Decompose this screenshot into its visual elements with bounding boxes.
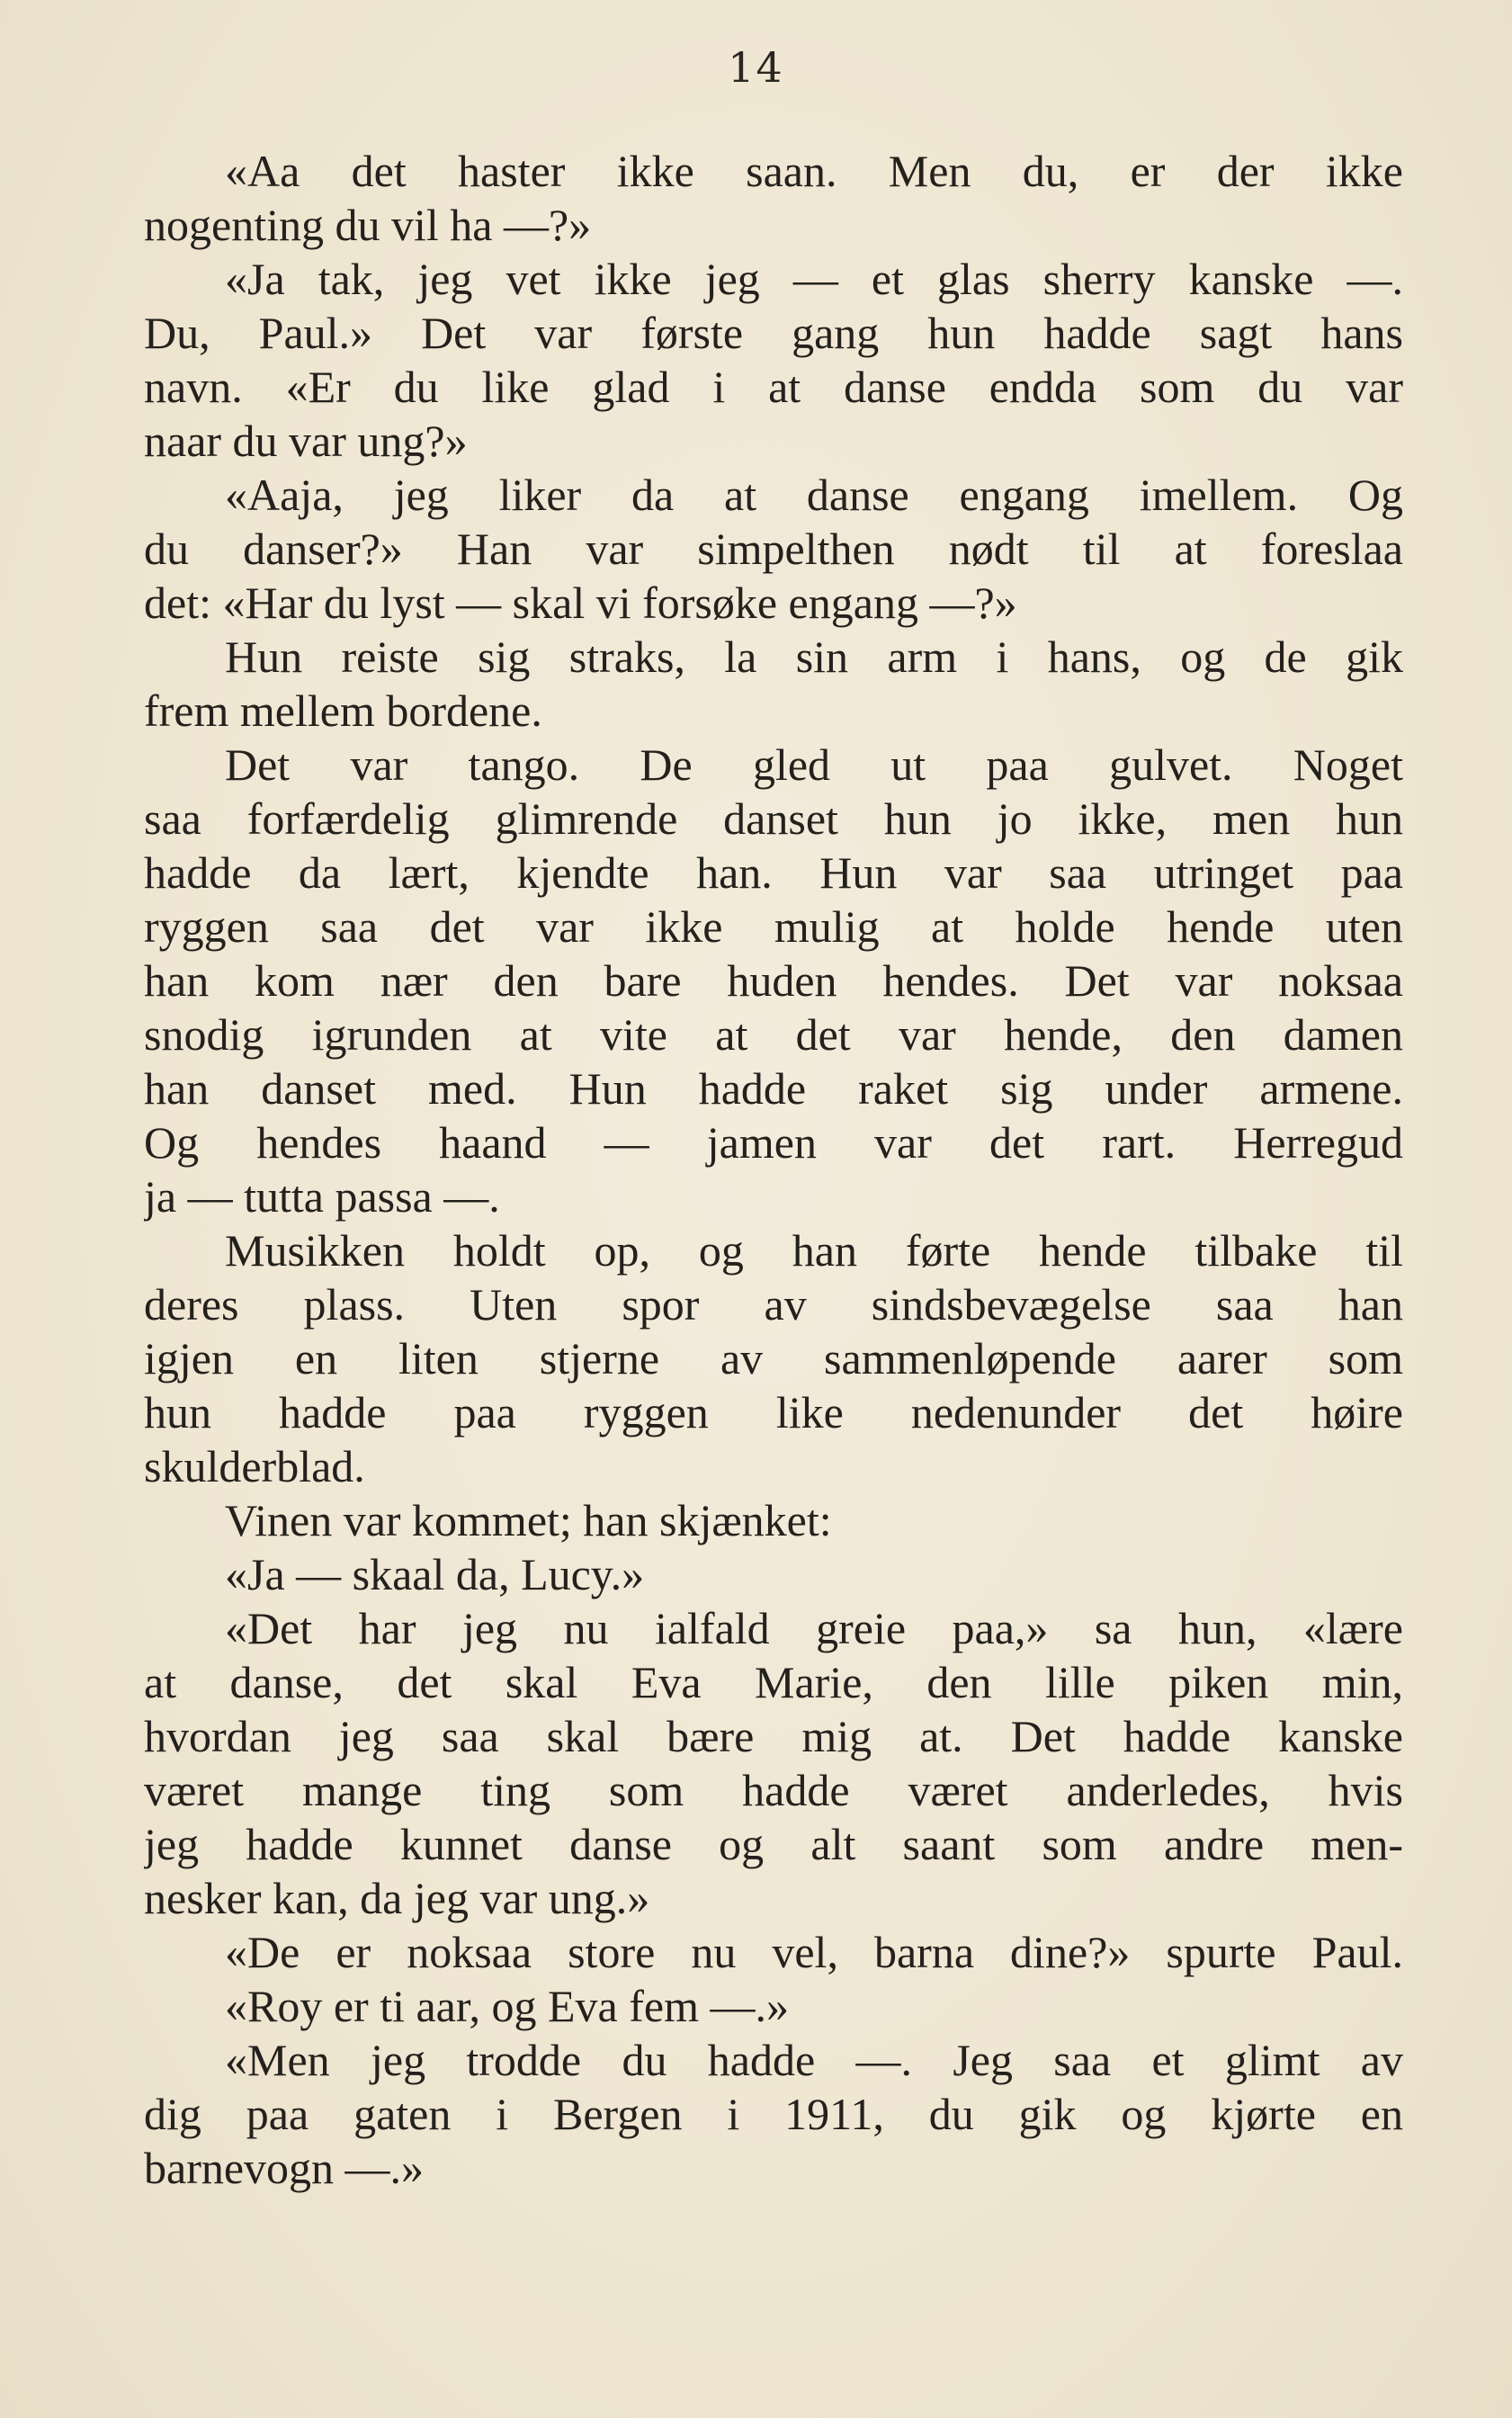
text-line: ja — tutta passa —. xyxy=(144,1171,500,1222)
text-line: Vinen var kommet; han skjænket: xyxy=(225,1495,832,1545)
text-line: navn. «Er du like glad i at danse endda som du var xyxy=(144,362,1403,412)
text-line: du danser?» Han var simpelthen nødt til at foreslaa xyxy=(144,524,1403,574)
text-line: hvordan jeg saa skal bære mig at. Det hadde kanske xyxy=(144,1711,1403,1761)
text-line: barnevogn —.» xyxy=(144,2143,425,2193)
text-line: «De er noksaa store nu vel, barna dine?» spurte Paul. xyxy=(225,1927,1403,1977)
text-line: det: «Har du lyst — skal vi forsøke engang —?» xyxy=(144,578,1017,628)
page-number: 14 xyxy=(728,43,784,92)
text-line: hun hadde paa ryggen like nedenunder det høire xyxy=(144,1387,1403,1437)
text-line: Du, Paul.» Det var første gang hun hadde sagt hans xyxy=(144,308,1403,358)
text-line: saa forfærdelig glimrende danset hun jo ikke, men hun xyxy=(144,793,1403,844)
text-line: Hun reiste sig straks, la sin arm i hans, og de gik xyxy=(225,631,1403,682)
text-line: frem mellem bordene. xyxy=(144,685,542,736)
text-line: «Roy er ti aar, og Eva fem —.» xyxy=(225,1981,789,2031)
text-line: Og hendes haand — jamen var det rart. Herregud xyxy=(144,1117,1403,1168)
text-line: hadde da lært, kjendte han. Hun var saa utringet paa xyxy=(144,847,1403,898)
text-line: naar du var ung?» xyxy=(144,416,468,466)
text-line: nesker kan, da jeg var ung.» xyxy=(144,1873,650,1923)
text-line: «Men jeg trodde du hadde —. Jeg saa et glimt av xyxy=(225,2035,1403,2085)
text-line: han kom nær den bare huden hendes. Det var noksaa xyxy=(144,955,1403,1006)
text-line: «Aa det haster ikke saan. Men du, er der ikke xyxy=(225,146,1403,196)
text-line: jeg hadde kunnet danse og alt saant som andre men- xyxy=(144,1819,1403,1869)
text-line: «Ja tak, jeg vet ikke jeg — et glas sherry kanske —. xyxy=(225,254,1403,304)
text-line: «Det har jeg nu ialfald greie paa,» sa hun, «lære xyxy=(225,1603,1403,1653)
text-line: snodig igrunden at vite at det var hende, den damen xyxy=(144,1009,1403,1060)
text-line: ryggen saa det var ikke mulig at holde hende uten xyxy=(144,901,1403,952)
text-line: «Ja — skaal da, Lucy.» xyxy=(225,1549,645,1599)
text-line: igjen en liten stjerne av sammenløpende aarer som xyxy=(144,1333,1403,1384)
text-line: Musikken holdt op, og han førte hende tilbake til xyxy=(225,1225,1403,1276)
text-line: nogenting du vil ha —?» xyxy=(144,200,592,250)
text-line: deres plass. Uten spor av sindsbevægelse saa han xyxy=(144,1279,1403,1330)
text-line: han danset med. Hun hadde raket sig under armene. xyxy=(144,1063,1403,1114)
text-line: at danse, det skal Eva Marie, den lille piken min, xyxy=(144,1657,1403,1707)
text-line: «Aaja, jeg liker da at danse engang imellem. Og xyxy=(225,470,1403,520)
text-line: dig paa gaten i Bergen i 1911, du gik og kjørte en xyxy=(144,2089,1403,2139)
body-text xyxy=(144,144,1403,2195)
text-line: skulderblad. xyxy=(144,1441,365,1491)
text-line: været mange ting som hadde været anderledes, hvis xyxy=(144,1765,1403,1815)
text-line: Det var tango. De gled ut paa gulvet. Noget xyxy=(225,739,1403,790)
